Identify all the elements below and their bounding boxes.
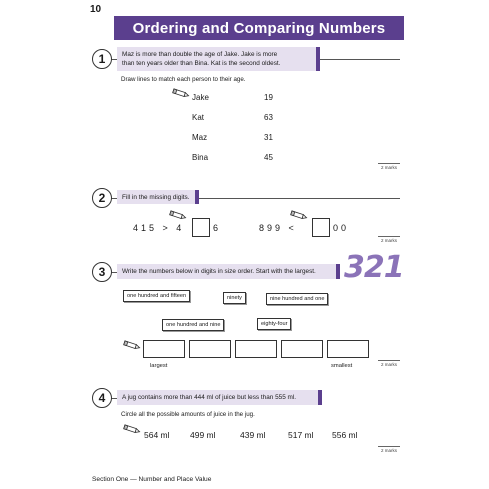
age-option[interactable]: 63 bbox=[264, 113, 273, 122]
juice-amount-option[interactable]: 556 ml bbox=[332, 430, 358, 440]
person-jake: Jake bbox=[192, 93, 209, 102]
question-1-instruction: Draw lines to match each person to their age. bbox=[121, 76, 246, 83]
number-card[interactable]: nine hundred and one bbox=[266, 293, 328, 305]
answer-box[interactable] bbox=[189, 340, 231, 358]
question-3-marks: 2 marks bbox=[381, 362, 398, 367]
missing-digit-box[interactable] bbox=[192, 218, 210, 237]
question-1-prompt-line1: Maz is more than double the age of Jake. Jake is more bbox=[122, 51, 278, 58]
inequality-right-prefix: 899 < bbox=[259, 223, 297, 233]
marks-rule bbox=[378, 163, 400, 164]
juice-amount-option[interactable]: 564 ml bbox=[144, 430, 170, 440]
decor-digits: 321 bbox=[344, 250, 404, 285]
missing-digit-box[interactable] bbox=[312, 218, 330, 237]
person-kat: Kat bbox=[192, 113, 205, 122]
juice-amount-option[interactable]: 517 ml bbox=[288, 430, 314, 440]
number-card[interactable]: one hundred and fifteen bbox=[123, 290, 190, 302]
question-1-marks: 2 marks bbox=[381, 165, 398, 170]
age-option[interactable]: 45 bbox=[264, 153, 273, 162]
question-2-number: 2 bbox=[92, 188, 112, 208]
question-3-prompt: Write the numbers below in digits in size order. Start with the largest. bbox=[117, 264, 340, 279]
label-largest: largest bbox=[150, 363, 168, 369]
pencil-icon bbox=[288, 210, 308, 220]
question-1-prompt-line2: than ten years older than Bina. Kat is the second oldest. bbox=[122, 60, 281, 67]
section-footer: Section One — Number and Place Value bbox=[92, 476, 212, 483]
question-4-number: 4 bbox=[92, 388, 112, 408]
question-2-marks: 2 marks bbox=[381, 238, 398, 243]
age-option[interactable]: 31 bbox=[264, 133, 273, 142]
question-1-number: 1 bbox=[92, 49, 112, 69]
answer-box[interactable] bbox=[327, 340, 369, 358]
page-title: Ordering and Comparing Numbers bbox=[114, 16, 404, 40]
inequality-left-suffix: 6 bbox=[213, 223, 222, 233]
answer-box[interactable] bbox=[235, 340, 277, 358]
answer-box[interactable] bbox=[281, 340, 323, 358]
pencil-icon bbox=[121, 340, 141, 350]
answer-box[interactable] bbox=[143, 340, 185, 358]
question-4-marks: 2 marks bbox=[381, 448, 398, 453]
number-card[interactable]: eighty-four bbox=[257, 318, 291, 330]
juice-amount-option[interactable]: 439 ml bbox=[240, 430, 266, 440]
marks-rule bbox=[378, 446, 400, 447]
question-1-prompt bbox=[117, 47, 320, 71]
question-3-number: 3 bbox=[92, 262, 112, 282]
juice-amount-option[interactable]: 499 ml bbox=[190, 430, 216, 440]
number-card[interactable]: one hundred and nine bbox=[162, 319, 224, 331]
number-card[interactable]: ninety bbox=[223, 292, 246, 304]
person-bina: Bina bbox=[192, 153, 209, 162]
pencil-icon bbox=[170, 88, 190, 98]
question-4-instruction: Circle all the possible amounts of juice in the jug. bbox=[121, 411, 255, 418]
label-smallest: smallest bbox=[331, 363, 353, 369]
inequality-left-prefix: 415 > 4 bbox=[133, 223, 185, 233]
inequality-right-suffix: 00 bbox=[333, 223, 350, 233]
question-4-prompt: A jug contains more than 444 ml of juice but less than 555 ml. bbox=[117, 390, 322, 405]
page-number: 10 bbox=[90, 4, 102, 15]
marks-rule bbox=[378, 236, 400, 237]
person-maz: Maz bbox=[192, 133, 208, 142]
question-2-prompt: Fill in the missing digits. bbox=[117, 190, 199, 204]
pencil-icon bbox=[167, 210, 187, 220]
pencil-icon bbox=[121, 424, 141, 434]
marks-rule bbox=[378, 360, 400, 361]
age-option[interactable]: 19 bbox=[264, 93, 273, 102]
